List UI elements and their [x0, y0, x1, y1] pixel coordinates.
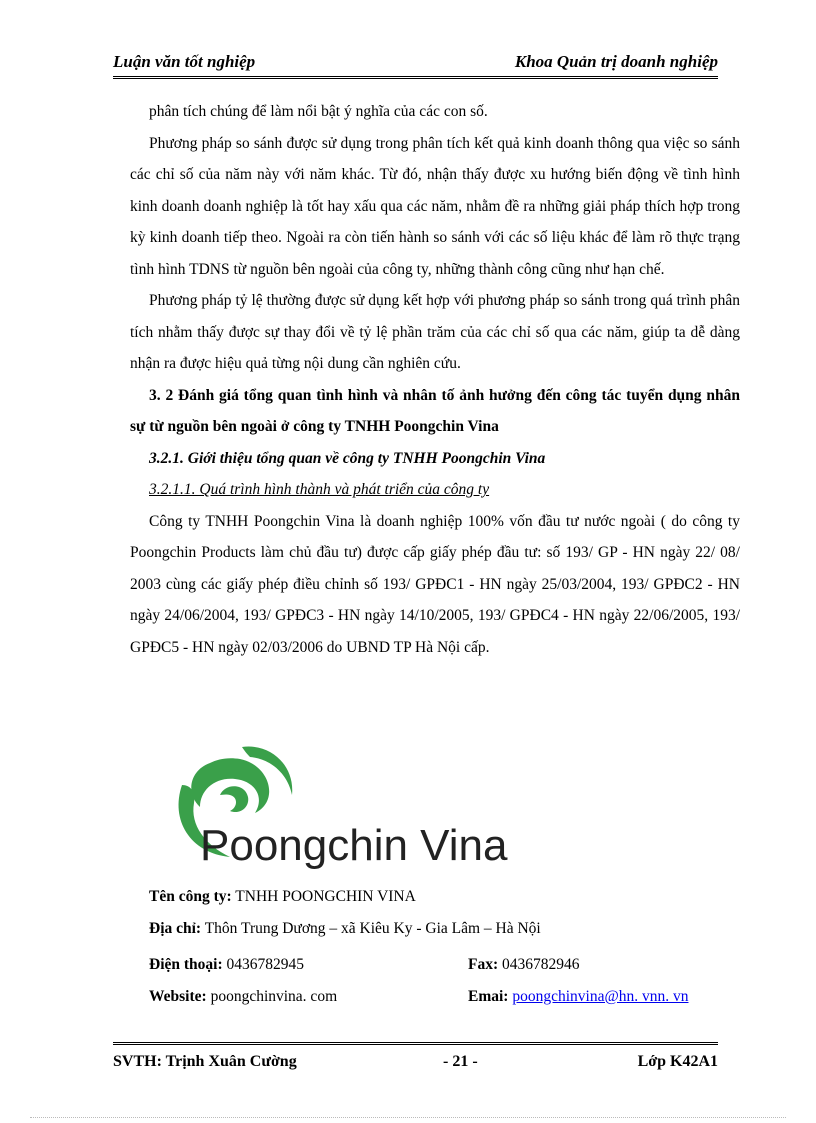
company-email-label: Emai: — [468, 988, 509, 1005]
company-email-link[interactable]: poongchinvina@hn. vnn. vn — [512, 988, 689, 1005]
section-heading-3-2-1: 3.2.1. Giới thiệu tổng quan về công ty TNHH Poongchin Vina — [149, 449, 546, 467]
company-phone-value: 0436782945 — [226, 956, 304, 973]
company-logo — [160, 745, 508, 870]
company-address-label: Địa chỉ: — [149, 920, 202, 937]
company-email-line — [468, 987, 689, 1007]
company-website-line — [149, 987, 337, 1007]
page-bottom-divider — [30, 1117, 786, 1118]
company-address-line — [149, 919, 541, 939]
company-address-value: Thôn Trung Dương – xã Kiêu Ky - Gia Lâm – Hà Nội — [204, 920, 541, 937]
footer-page-number: - 21 - — [443, 1053, 478, 1070]
paragraph-3: Phương pháp tỷ lệ thường được sử dụng kết hợp với phương pháp so sánh trong quá trình phân tích nhằm thấy được sự thay đổi về tỷ lệ phần trăm của các chỉ số qua các năm, giúp ta dễ dàng nhận ra được hiệu quả từng nội dung cần nghiên cứu. — [130, 292, 740, 372]
footer-class: Lớp K42A1 — [637, 1053, 718, 1070]
body-text — [130, 96, 740, 663]
header-right-title: Khoa Quản trị doanh nghiệp — [514, 52, 718, 71]
company-name-label: Tên công ty: — [149, 888, 232, 905]
paragraph-1: phân tích chúng để làm nổi bật ý nghĩa của các con số. — [149, 103, 488, 120]
company-website-value: poongchinvina. com — [210, 988, 338, 1005]
paragraph-2: Phương pháp so sánh được sử dụng trong phân tích kết quả kinh doanh thông qua việc so sánh các chỉ số của năm này với năm khác. Từ đó, nhận thấy được xu hướng biến động về tình hình kinh doanh doanh nghiệp là tốt hay xấu qua các năm, nhằm đề ra những giải pháp thích hợp trong kỳ kinh doanh tiếp theo. Ngoài ra còn tiến hành so sánh với các số liệu khác để làm rõ thực trạng tình hình TDNS từ nguồn bên ngoài của công ty, những thành công cũng như hạn chế. — [130, 134, 740, 278]
company-name-value: TNHH POONGCHIN VINA — [235, 888, 416, 905]
section-heading-3-2: 3. 2 Đánh giá tổng quan tình hình và nhân tố ảnh hưởng đến công tác tuyển dụng nhân sự từ nguồn bên ngoài ở công ty TNHH Poongchin Vina — [130, 386, 740, 435]
section-heading-3-2-1-1: 3.2.1.1. Quá trình hình thành và phát triển của công ty — [149, 481, 490, 498]
page-footer — [113, 1042, 718, 1077]
logo-graphic — [160, 745, 508, 870]
page-header — [113, 50, 718, 79]
header-left-title: Luận văn tốt nghiệp — [113, 52, 256, 71]
company-fax-line — [468, 955, 580, 975]
company-website-label: Website: — [149, 988, 207, 1005]
company-name-line — [149, 887, 416, 907]
paragraph-4: Công ty TNHH Poongchin Vina là doanh nghiệp 100% vốn đầu tư nước ngoài ( do công ty Poongchin Products làm chủ đầu tư) được cấp giấy phép đầu tư: số 193/ GP - HN ngày 22/ 08/ 2003 cùng các giấy phép điều chỉnh số 193/ GPĐC1 - HN ngày 25/03/2004, 193/ GPĐC2 - HN ngày 24/06/2004, 193/ GPĐC3 - HN ngày 14/10/2005, 193/ GPĐC4 - HN ngày 22/06/2005, 193/ GPĐC5 - HN ngày 02/03/2006 do UBND TP Hà Nội cấp. — [130, 512, 740, 656]
company-phone-line — [149, 955, 304, 975]
company-fax-label: Fax: — [468, 956, 499, 973]
company-fax-value: 0436782946 — [502, 956, 580, 973]
company-phone-label: Điện thoại: — [149, 956, 223, 973]
logo-text: Poongchin Vina — [200, 821, 508, 870]
footer-student: SVTH: Trịnh Xuân Cường — [113, 1053, 297, 1070]
